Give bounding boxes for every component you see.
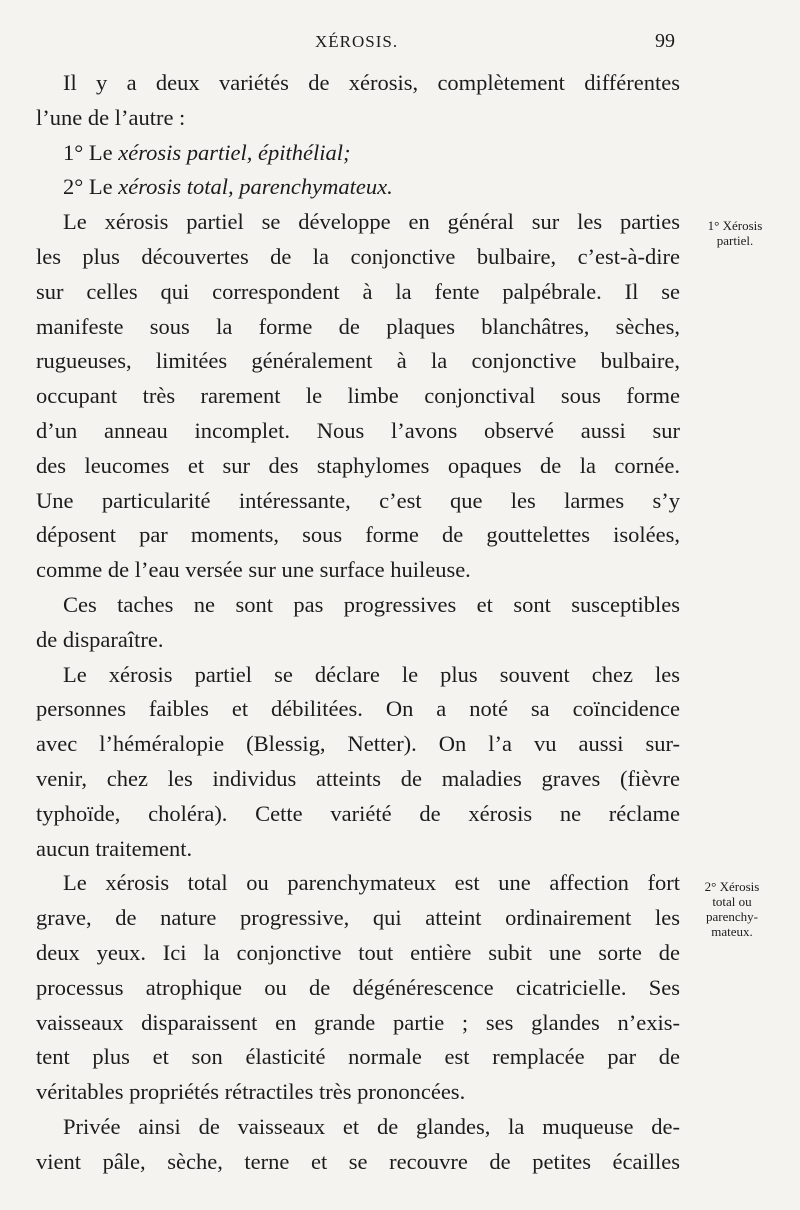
text-line: de disparaître. (36, 626, 164, 652)
margin-note-line: 1° Xérosis (707, 218, 763, 233)
text-line: deux yeux. Ici la conjonctive tout entière subit une sorte de (36, 939, 680, 965)
text-line: aucun traitement. (36, 835, 193, 861)
text-line: venir, chez les individus atteints de maladies graves (fièvre (36, 765, 680, 791)
page-header (0, 30, 800, 60)
page-number: 99 (655, 30, 675, 52)
running-title: XÉROSIS. (315, 32, 399, 51)
margin-note-xerosis-total (692, 879, 772, 939)
text-line: tent plus et son élasticité normale est remplacée par de (36, 1044, 680, 1070)
text-line: Il y a deux variétés de xérosis, complètement différentes (63, 70, 680, 95)
text-line: des leucomes et sur des staphylomes opaques de la cornée. (36, 452, 680, 478)
text-line: l’une de l’autre : (36, 104, 186, 130)
text-line: Ces taches ne sont pas progressives et sont susceptibles (63, 591, 680, 617)
text-line: vaisseaux disparaissent en grande partie ; ses glandes n’exis- (36, 1009, 680, 1035)
text-line: occupant très rarement le limbe conjonctival sous forme (36, 383, 680, 409)
body-text (36, 66, 680, 1180)
margin-note-line: mateux. (711, 924, 753, 939)
text-line: comme de l’eau versée sur une surface huileuse. (36, 557, 471, 583)
enumeration-item-2 (36, 170, 680, 205)
enumeration-text: xérosis total, parenchymateux. (118, 174, 393, 200)
margin-note-line: 2° Xérosis (704, 879, 760, 894)
enumeration-prefix: 2° Le (63, 174, 119, 200)
enumeration-prefix: 1° Le (63, 139, 119, 165)
text-line: véritables propriétés rétractiles très prononcées. (36, 1079, 466, 1105)
text-line: Le xérosis total ou parenchymateux est une affection fort (63, 870, 680, 896)
text-line: Une particularité intéressante, c’est que les larmes s’y (36, 487, 680, 513)
text-line: avec l’héméralopie (Blessig, Netter). On l’a vu aussi sur- (36, 731, 680, 757)
text-line: personnes faibles et débilitées. On a noté sa coïncidence (36, 696, 680, 722)
text-line: rugueuses, limitées généralement à la conjonctive bulbaire, (36, 348, 680, 374)
text-line: processus atrophique ou de dégénérescence cicatricielle. Ses (36, 974, 680, 1000)
margin-note-line: total ou (712, 894, 752, 909)
enumeration-item-1 (36, 136, 680, 171)
margin-note-line: partiel. (716, 233, 754, 248)
text-line: d’un anneau incomplet. Nous l’avons observé aussi sur (36, 417, 680, 443)
text-line: typhoïde, choléra). Cette variété de xérosis ne réclame (36, 800, 680, 826)
enumeration-text: xérosis partiel, épithélial; (118, 139, 351, 165)
margin-note-line: parenchy- (706, 909, 758, 924)
margin-note-xerosis-partiel (695, 218, 775, 248)
text-line: Le xérosis partiel se développe en général sur les parties (63, 209, 680, 235)
text-line: vient pâle, sèche, terne et se recouvre de petites écailles (36, 1148, 680, 1174)
text-line: sur celles qui correspondent à la fente palpébrale. Il se (36, 278, 680, 304)
text-line: Le xérosis partiel se déclare le plus souvent chez les (63, 661, 680, 687)
text-line: grave, de nature progressive, qui atteint ordinairement les (36, 905, 680, 931)
text-line: manifeste sous la forme de plaques blanchâtres, sèches, (36, 313, 680, 339)
text-line: déposent par moments, sous forme de gouttelettes isolées, (36, 522, 680, 548)
text-line: les plus découvertes de la conjonctive bulbaire, c’est-à-dire (36, 243, 680, 269)
text-line: Privée ainsi de vaisseaux et de glandes, la muqueuse de- (63, 1113, 680, 1139)
